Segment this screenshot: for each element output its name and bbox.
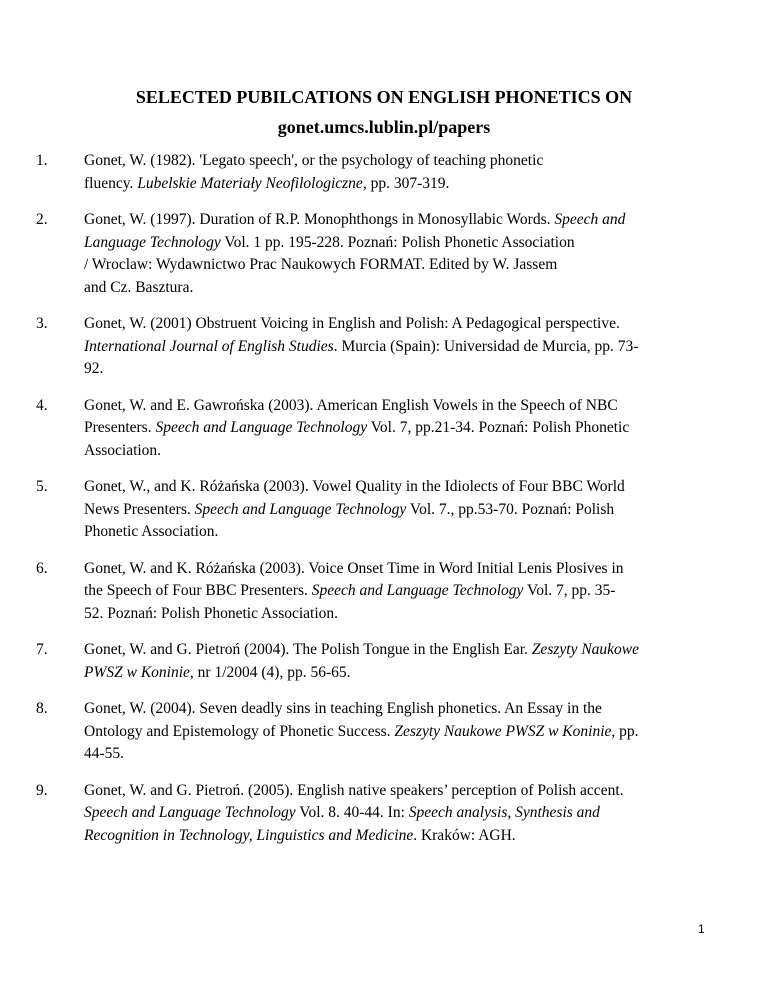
publication-text: 52. Poznań: Polish Phonetic Association. — [84, 604, 339, 622]
publication-list — [36, 150, 726, 847]
publication-italic-text: Speech and Language Technology — [311, 582, 524, 599]
publication-number: 9. — [36, 781, 48, 799]
publication-line — [84, 336, 726, 359]
publication-line — [84, 603, 726, 626]
publication-line — [84, 521, 726, 544]
publication-line — [84, 499, 726, 522]
publication-line — [84, 698, 726, 721]
publication-number: 5. — [36, 478, 48, 495]
publication-italic-text: Zeszyty Naukowe — [531, 641, 640, 658]
publication-text: Gonet, W. (1997). Duration of R.P. Monophthongs in Monosyllabic Words. — [84, 211, 555, 228]
publication-line — [84, 358, 726, 381]
publication-line — [84, 721, 726, 744]
publication-italic-text: Speech and Language Technology — [155, 419, 368, 436]
publication-text: the Speech of Four BBC Presenters. — [84, 582, 312, 599]
publication-item — [36, 313, 726, 381]
publication-italic-text: Speech analysis, Synthesis and — [408, 804, 600, 821]
publication-text: Ontology and Epistemology of Phonetic Success. — [84, 722, 395, 740]
publication-text: Gonet, W. (2004). Seven deadly sins in teaching English phonetics. An Essay in the — [84, 700, 602, 717]
publication-line — [84, 254, 726, 277]
publication-item — [36, 395, 726, 463]
publication-line — [84, 209, 726, 232]
publication-italic-text: Speech and — [554, 211, 626, 228]
publication-line — [84, 825, 726, 848]
publication-text: Gonet, W. and G. Pietroń (2004). The Polish Tongue in the English Ear. — [84, 641, 532, 658]
publication-italic-text: Speech and Language Technology — [84, 804, 296, 821]
publication-text: Gonet, W. (2001) Obstruent Voicing in English and Polish: A Pedagogical perspective. — [84, 315, 620, 332]
publication-text: and Cz. Basztura. — [84, 278, 194, 296]
publication-text: 44-55. — [84, 745, 125, 762]
page-subtitle-url: gonet.umcs.lublin.pl/papers — [277, 117, 491, 137]
publication-italic-text: Speech and Language Technology — [194, 500, 407, 518]
publication-line — [84, 173, 726, 196]
publication-text: Phonetic Association. — [84, 523, 219, 540]
publication-line — [84, 558, 726, 581]
publication-line — [84, 743, 726, 766]
publication-text: / Wroclaw: Wydawnictwo Prac Naukowych FORMAT. Edited by W. Jassem — [84, 256, 558, 273]
publication-text: Vol. 7., pp.53-70. Poznań: Polish — [406, 500, 615, 518]
publication-italic-text: Recognition in Technology, Linguistics and Medicine — [84, 826, 414, 844]
publication-item — [36, 476, 726, 544]
publication-text: Gonet, W. and G. Pietroń. (2005). English native speakers’ perception of Polish accent. — [84, 781, 624, 799]
publication-item — [36, 209, 726, 299]
publication-text: 92. — [84, 360, 104, 377]
publication-text: Association. — [84, 441, 162, 459]
publication-line — [84, 277, 726, 300]
publication-text: Vol. 7, pp.21-34. Poznań: Polish Phonetic — [367, 419, 630, 436]
publication-line — [84, 313, 726, 336]
publication-text: Gonet, W. and K. Różańska (2003). Voice Onset Time in Word Initial Lenis Plosives in — [84, 559, 624, 577]
publication-text: fluency. — [84, 174, 138, 192]
publication-text: , pp. — [611, 722, 639, 740]
publication-italic-text: Language Technology — [84, 233, 221, 251]
publication-italic-text: PWSZ w Koninie — [84, 663, 190, 681]
publication-line — [84, 802, 726, 825]
publication-item — [36, 150, 726, 195]
publication-text: News Presenters. — [84, 500, 195, 518]
publication-number: 2. — [36, 211, 48, 228]
publication-item — [36, 639, 726, 684]
publication-line — [84, 580, 726, 603]
publication-italic-text: Lubelskie Materiały Neofilologiczne — [137, 174, 363, 192]
publication-number: 3. — [36, 315, 48, 332]
publication-number: 8. — [36, 700, 48, 717]
publication-text: , pp. 307-319. — [362, 174, 450, 192]
publication-line — [84, 476, 726, 499]
page-title: SELECTED PUBILCATIONS ON ENGLISH PHONETICS ON — [135, 87, 633, 107]
publication-text: . Kraków: AGH. — [413, 826, 516, 844]
publication-italic-text: Zeszyty Naukowe PWSZ w Koninie — [394, 722, 612, 740]
publication-line — [84, 395, 726, 418]
page-number: 1 — [698, 922, 705, 936]
publication-line — [84, 639, 726, 662]
publication-text: Gonet, W., and K. Różańska (2003). Vowel Quality in the Idiolects of Four BBC World — [84, 478, 625, 495]
publication-number: 6. — [36, 559, 48, 577]
publication-text: Presenters. — [84, 419, 156, 436]
publication-text: Vol. 8. 40-44. In: — [295, 804, 409, 821]
publication-text: Gonet, W. and E. Gawrońska (2003). American English Vowels in the Speech of NBC — [84, 396, 618, 414]
publication-line — [84, 417, 726, 440]
publication-number: 7. — [36, 641, 48, 658]
publication-line — [84, 440, 726, 463]
publication-text: Vol. 1 pp. 195-228. Poznań: Polish Phonetic Association — [220, 233, 575, 251]
publication-item — [36, 558, 726, 626]
publication-item — [36, 780, 726, 848]
publication-line — [84, 662, 726, 685]
publication-text: Vol. 7, pp. 35- — [523, 582, 616, 599]
publication-number: 4. — [36, 396, 48, 414]
publication-number: 1. — [36, 152, 48, 169]
publication-italic-text: International Journal of English Studies — [84, 337, 334, 355]
publication-text: , nr 1/2004 (4), pp. 56-65. — [189, 663, 351, 681]
publication-text: Gonet, W. (1982). 'Legato speech', or the psychology of teaching phonetic — [84, 152, 544, 169]
publication-text: . Murcia (Spain): Universidad de Murcia, pp. 73- — [333, 337, 639, 355]
publication-line — [84, 232, 726, 255]
publication-line — [84, 150, 726, 173]
publication-line — [84, 780, 726, 803]
publication-item — [36, 698, 726, 766]
